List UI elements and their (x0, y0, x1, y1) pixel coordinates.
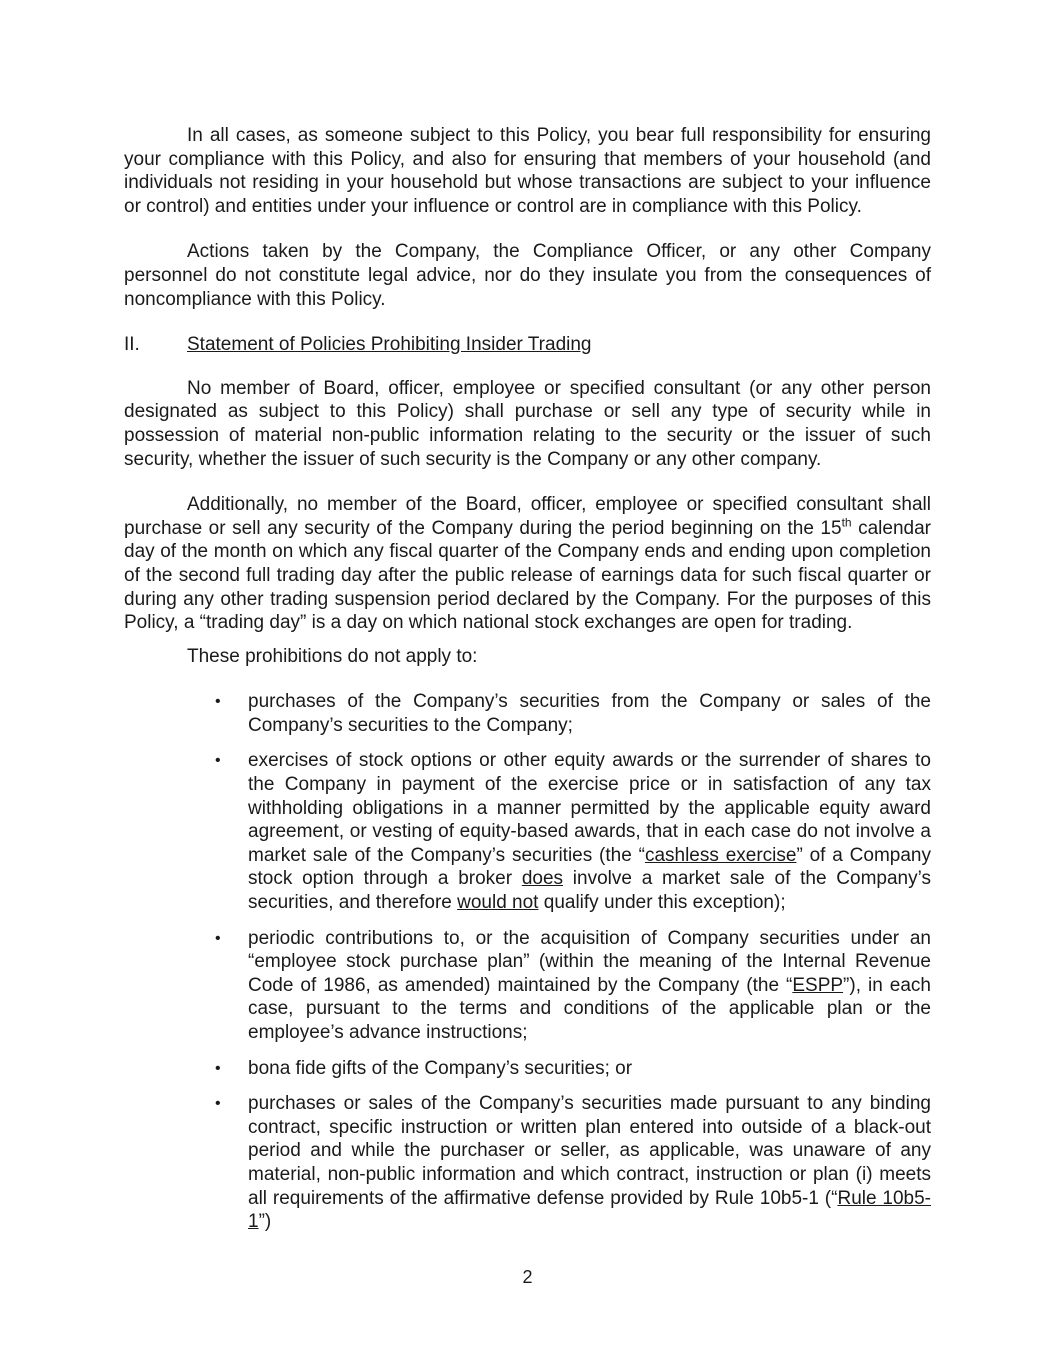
bullet-icon: • (215, 693, 221, 711)
exceptions-list (124, 690, 931, 1233)
list-item-text: qualify under this exception); (538, 892, 786, 914)
section-title: Statement of Policies Prohibiting Insider Trading (187, 334, 592, 356)
list-item-text: purchases or sales of the Company’s securities made pursuant to any binding contract, specific instruction or written plan entered into outside of a black-out period and while the purchaser or seller, as applicable, was unaware of any material, non-public information and which contract, instruction or plan (i) meets all requirements of the affirmative defense provided by Rule 10b5-1 (“ (248, 1093, 931, 1209)
defined-term-espp: ESPP (792, 974, 844, 996)
list-item-text: ”), in each case, pursuant to the terms and conditions of the applicable plan or the employee’s advance instructions; (248, 974, 931, 1043)
paragraph-legal-advice: Actions taken by the Company, the Compliance Officer, or any other Company personnel do not constitute legal advice, nor do they insulate you from the consequences of noncompliance with this Policy. (124, 241, 931, 310)
emphasis-does: does (521, 868, 564, 890)
blackout-text-start: Additionally, no member of the Board, officer, employee or specified consultant shall purchase or sell any security of the Company during the period beginning on the 15 (124, 494, 931, 539)
list-item-text: purchases of the Company’s securities from the Company or sales of the Company’s securities to the Company; (248, 691, 931, 736)
page-number: 2 (522, 1267, 533, 1287)
paragraph-blackout-period (124, 493, 931, 635)
list-item-text: involve a market sale of the Company’s securities, and therefore (248, 868, 931, 914)
list-item (124, 1057, 931, 1081)
emphasis-would-not: would not (457, 892, 539, 914)
document-page (124, 124, 931, 1246)
bullet-icon: • (215, 1059, 221, 1077)
paragraph-exceptions-intro: These prohibitions do not apply to: (187, 645, 478, 667)
list-item-text: ”) (258, 1211, 272, 1233)
paragraph-responsibility: In all cases, as someone subject to this Policy, you bear full responsibility for ensuring your compliance with this Policy, and also for ensuring that members of your household (and individuals not residing in your household but whose transactions are subject to your influence or control) and entities under your influence or control are in compliance with this Policy. (124, 125, 931, 217)
list-item (124, 927, 931, 1045)
section-number: II. (124, 334, 140, 356)
list-item (124, 1092, 931, 1234)
defined-term-rule-10b5-1: Rule 10b5-1 (248, 1187, 931, 1233)
ordinal-suffix: th (841, 515, 852, 530)
bullet-icon: • (215, 1095, 221, 1113)
section-heading (124, 333, 931, 357)
paragraph-prohibition: No member of Board, officer, employee or specified consultant (or any other person designated as subject to this Policy) shall purchase or sell any type of security while in possession of material non-public information relating to the security or the issuer of such security, whether the issuer of such security is the Company or any other company. (124, 377, 931, 470)
list-item-text: exercises of stock options or other equity awards or the surrender of shares to the Company in payment of the exercise price or in satisfaction of any tax withholding obligations in a manner permitted by the applicable equity award agreement, or vesting of equity-based awards, that in each case do not involve a market sale of the Company’s securities (the “ (248, 750, 931, 866)
defined-term-cashless-exercise: cashless exercise (644, 844, 797, 866)
list-item-text: periodic contributions to, or the acquisition of Company securities under an “employee stock purchase plan” (within the meaning of the Internal Revenue Code of 1986, as amended) maintained by the Company (the “ (248, 927, 931, 996)
list-item (124, 749, 931, 914)
list-item-text: bona fide gifts of the Company’s securities; or (248, 1057, 633, 1079)
list-item (124, 690, 931, 737)
list-item-text: ” of a Company stock option through a broker (248, 844, 931, 890)
bullet-icon: • (215, 752, 221, 770)
bullet-icon: • (215, 929, 221, 947)
blackout-text-end: calendar day of the month on which any fiscal quarter of the Company ends and ending upon completion of the second full trading day after the public release of earnings data for such fiscal quarter or during any other trading suspension period declared by the Company. For the purposes of this Policy, a “trading day” is a day on which national stock exchanges are open for trading. (124, 517, 931, 634)
